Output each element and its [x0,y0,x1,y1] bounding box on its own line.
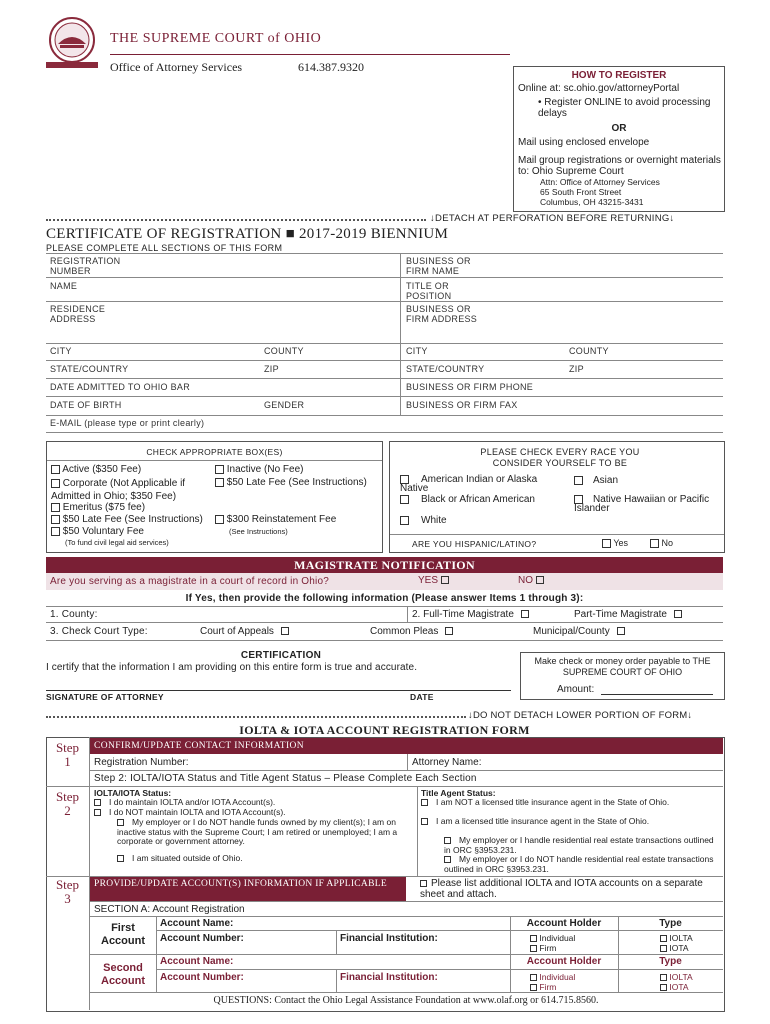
office-phone: 614.387.9320 [298,60,364,74]
provide-accounts-heading: PROVIDE/UPDATE ACCOUNT(S) INFORMATION IF APPLICABLE [90,877,406,901]
iolta-title: IOLTA & IOTA ACCOUNT REGISTRATION FORM [239,723,530,737]
rule [46,396,723,397]
second-firm[interactable]: Firm [530,982,556,992]
certificate-subtitle: PLEASE COMPLETE ALL SECTIONS OF THIS FORM [46,243,283,253]
magistrate-part-time[interactable]: Part-Time Magistrate [574,609,682,620]
magistrate-yes[interactable]: YES [418,575,449,586]
field-city-biz[interactable]: CITY [406,346,428,356]
online-url[interactable]: Online at: sc.ohio.gov/attorneyPortal [518,83,680,94]
questions-footer: QUESTIONS: Contact the Ohio Legal Assistance Foundation at www.olaf.org or 614.715.8560. [213,995,599,1006]
section-a-label: SECTION A: Account Registration [94,904,245,915]
rule [46,786,723,787]
field-email[interactable]: E-MAIL (please type or print clearly) [50,418,205,428]
detach-note: ↓DETACH AT PERFORATION BEFORE RETURNING↓ [430,213,675,224]
certification-text: I certify that the information I am providing on this entire form is true and accurate. [46,662,418,673]
court-municipal[interactable]: Municipal/County [533,626,625,637]
field-zip-res[interactable]: ZIP [264,364,279,374]
magistrate-full-time[interactable]: 2. Full-Time Magistrate [412,609,529,620]
first-account-holder: Account Holder [526,918,602,929]
court-common-pleas[interactable]: Common Pleas [370,626,453,637]
field-residence-address[interactable]: RESIDENCE ADDRESS [50,304,106,324]
field-date-of-birth[interactable]: DATE OF BIRTH [50,400,122,410]
first-iolta[interactable]: IOLTA [660,933,693,943]
field-name[interactable]: NAME [50,281,78,291]
status-corporate[interactable]: Corporate (Not Applicable if Admitted in Ohio; $350 Fee) [51,478,186,502]
race-asian[interactable]: Asian [574,475,618,486]
field-county-res[interactable]: COUNTY [264,346,304,356]
employer-option[interactable]: My employer or I do NOT handle funds owned by my client(s); I am on inactive status with the Supreme Court; I am retired or unemployed; I am a corporate or government attorney. [117,817,398,846]
second-account-holder: Account Holder [526,956,602,967]
how-to-register-box [513,66,725,212]
rule [390,534,724,535]
first-account-label: First Account [101,922,145,947]
first-financial-institution[interactable]: Financial Institution: [340,933,438,944]
first-firm[interactable]: Firm [530,943,556,953]
rule [46,253,723,254]
status-emeritus[interactable]: Emeritus ($75 fee) [51,502,145,513]
field-state-res[interactable]: STATE/COUNTRY [50,364,129,374]
court-appeals[interactable]: Court of Appeals [200,626,289,637]
rule [417,786,418,876]
race-box [389,441,725,553]
street-line: 65 South Front Street [540,187,622,197]
court-title: THE SUPREME COURT of OHIO [110,31,322,46]
or-label: OR [611,123,627,134]
rule [46,432,723,433]
payable-note: Make check or money order payable to THE SUPREME COURT OF OHIO [534,656,711,677]
field-business-address[interactable]: BUSINESS OR FIRM ADDRESS [406,304,478,324]
magistrate-heading: MAGISTRATE NOTIFICATION [46,557,723,573]
iolta-status-heading: IOLTA/IOTA Status: [94,788,172,798]
field-county-biz[interactable]: COUNTY [569,346,609,356]
payment-box [520,652,725,700]
voluntary-note: (To fund civil legal aid services) [65,538,169,547]
second-account-name[interactable]: Account Name: [160,956,234,967]
second-financial-institution[interactable]: Financial Institution: [340,972,438,983]
amount-line[interactable] [601,694,713,695]
status-late-fee-2[interactable]: $50 Late Fee (See Instructions) [215,477,367,488]
do-not-detach-note: ↓DO NOT DETACH LOWER PORTION OF FORM↓ [468,710,693,721]
outside-ohio-option[interactable]: I am situated outside of Ohio. [117,854,412,864]
step-2-label: Step 2 [55,789,80,818]
rule [156,930,723,931]
race-black[interactable]: Black or African American [400,495,550,504]
status-heading: CHECK APPROPRIATE BOX(ES) [146,447,283,457]
magistrate-county[interactable]: 1. County: [50,609,98,620]
field-state-biz[interactable]: STATE/COUNTRY [406,364,485,374]
status-box [46,441,383,553]
race-heading: PLEASE CHECK EVERY RACE YOU CONSIDER YOURSELF TO BE [480,447,640,468]
rule [46,415,723,416]
field-business-name[interactable]: BUSINESS OR FIRM NAME [406,256,471,276]
first-account-name[interactable]: Account Name: [160,918,234,929]
magistrate-question: Are you serving as a magistrate in a court of record in Ohio? [50,576,329,587]
magistrate-no[interactable]: NO [518,575,544,586]
office-name: Office of Attorney Services [110,60,243,74]
status-inactive[interactable]: Inactive (No Fee) [215,464,303,475]
mail-envelope: Mail using enclosed envelope [518,137,650,148]
agent-option[interactable]: I am a licensed title insurance agent in the State of Ohio. [421,817,691,827]
first-account-number[interactable]: Account Number: [160,933,244,944]
amount-label: Amount: [557,684,595,695]
race-american-indian[interactable]: American Indian or Alaska Native [400,474,538,494]
field-title-position[interactable]: TITLE OR POSITION [406,281,452,301]
rule [89,901,723,902]
field-business-fax[interactable]: BUSINESS OR FIRM FAX [406,400,518,410]
race-native-hawaiian[interactable]: Native Hawaiian or Pacific Islander [574,494,710,514]
confirm-contact-heading: CONFIRM/UPDATE CONTACT INFORMATION [90,738,723,754]
second-iolta[interactable]: IOLTA [660,972,693,982]
handle-re-option[interactable]: My employer or I handle residential real estate transactions outlined in ORC §3953.231. [444,835,714,855]
field-date-admitted[interactable]: DATE ADMITTED TO OHIO BAR [50,382,191,392]
online-bullet: • Register ONLINE to avoid processing delays [538,97,711,119]
magistrate-instructions: If Yes, then provide the following information (Please answer Items 1 through 3): [185,593,584,604]
field-zip-biz[interactable]: ZIP [569,364,584,374]
how-to-heading: HOW TO REGISTER [571,70,667,81]
rule [46,640,723,641]
hispanic-no[interactable]: No [650,538,673,548]
maintain-option[interactable]: I do maintain IOLTA and/or IOTA Account(s). [94,798,404,808]
court-type-label: 3. Check Court Type: [50,626,148,637]
field-registration-number[interactable]: REGISTRATION NUMBER [50,256,121,276]
title-agent-heading: Title Agent Status: [421,788,496,798]
rule [89,737,90,1010]
field-city-res[interactable]: CITY [50,346,72,356]
perforation-line-2 [46,716,466,718]
hispanic-yes[interactable]: Yes [602,538,628,548]
not-maintain-option[interactable]: I do NOT maintain IOLTA and IOTA Account(s). [94,808,404,818]
court-seal-logo [46,16,98,70]
rule [89,992,723,993]
rule [89,954,723,955]
attorney-name-field[interactable]: Attorney Name: [412,757,482,768]
race-white[interactable]: White [400,515,447,526]
second-iota[interactable]: IOTA [660,982,689,992]
rule [336,969,337,992]
second-account-number[interactable]: Account Number: [160,972,244,983]
status-reinstatement[interactable]: $300 Reinstatement Fee [215,514,336,525]
rule [407,606,408,622]
rule [46,301,723,302]
first-individual[interactable]: Individual [530,933,575,943]
rule [407,754,408,770]
additional-accounts-note: Please list additional IOLTA and IOTA accounts on a separate sheet and attach. [420,878,703,900]
rule [47,460,382,461]
certificate-title: CERTIFICATE OF REGISTRATION ■ 2017-2019 BIENNIUM [46,226,449,242]
rule [46,277,723,278]
rule [156,969,723,970]
status-late-fee[interactable]: $50 Late Fee (See Instructions) [51,514,203,525]
rule [46,360,723,361]
step-2-instructions: Step 2: IOLTA/IOTA Status and Title Agent Status – Please Complete Each Section [94,773,477,784]
second-account-label: Second Account [101,962,145,987]
city-line: Columbus, OH 43215-3431 [540,197,644,207]
rule [46,343,723,344]
second-account-type: Type [659,956,682,967]
field-gender[interactable]: GENDER [264,400,305,410]
date-label: DATE [410,692,434,702]
rule [46,606,723,607]
registration-number-field[interactable]: Registration Number: [94,757,189,768]
hispanic-question: ARE YOU HISPANIC/LATINO? [412,539,537,549]
first-account-type: Type [659,918,682,929]
attn-line: Attn: Office of Attorney Services [540,177,660,187]
step-1-label: Step 1 [55,740,80,769]
rule [46,622,723,623]
certification-heading: CERTIFICATION [240,650,322,661]
signature-label: SIGNATURE OF ATTORNEY [46,692,164,702]
reinstatement-note: (See Instructions) [229,527,288,536]
not-handle-re-option[interactable]: My employer or I do NOT handle residential real estate transactions outlined in ORC §3953.231. [444,854,714,874]
perforation-line [46,219,426,221]
header-rule [110,54,510,55]
first-iota[interactable]: IOTA [660,943,689,953]
rule [46,378,723,379]
group-mail: Mail group registrations or overnight materials to: Ohio Supreme Court [518,155,721,177]
step-3-label: Step 3 [55,877,80,906]
rule [89,770,723,771]
rule [89,916,723,917]
not-agent-option[interactable]: I am NOT a licensed title insurance agent in the State of Ohio. [421,798,716,808]
field-business-phone[interactable]: BUSINESS OR FIRM PHONE [406,382,534,392]
status-active[interactable]: Active ($350 Fee) [51,464,141,475]
signature-line[interactable] [46,690,511,691]
second-individual[interactable]: Individual [530,972,575,982]
status-voluntary[interactable]: $50 Voluntary Fee [51,526,144,537]
rule [336,930,337,954]
